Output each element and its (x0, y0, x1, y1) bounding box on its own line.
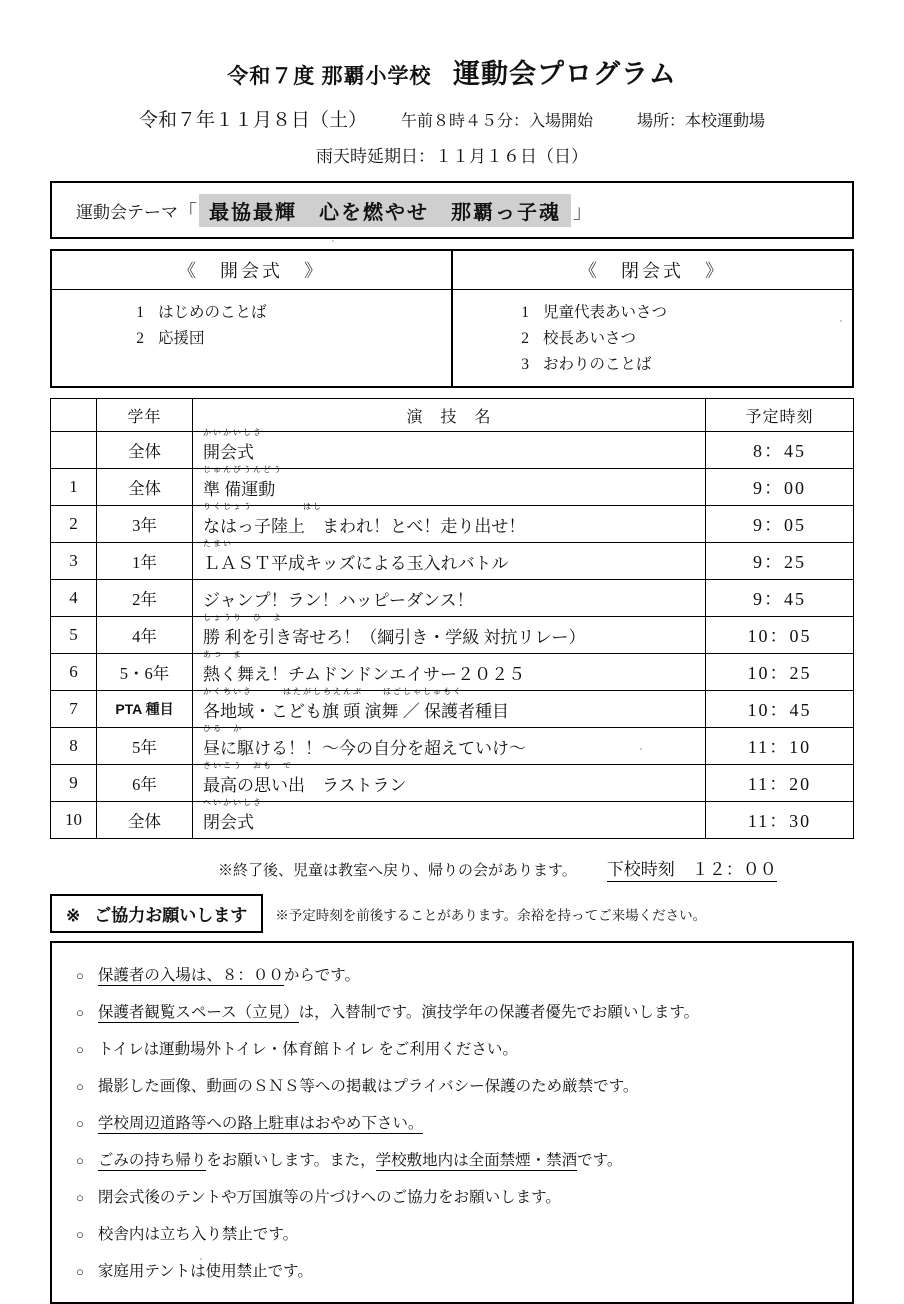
row-grade: 全体 (97, 432, 193, 469)
row-number: 2 (51, 506, 97, 543)
note-text-part: です。 (577, 1151, 623, 1169)
note-text-part: 撮影した画像、動画のＳＮＳ等への掲載はプライバシー保護のため厳禁です。 (97, 1077, 639, 1095)
row-event-label: 最高の思い出 ラストラン (203, 775, 407, 795)
row-time: 9：45 (706, 580, 854, 617)
row-number: 8 (51, 728, 97, 765)
row-event-label: 昼に駆ける！！～今の自分を超えていけ～ (203, 738, 526, 758)
opening-ceremony-header: 《 開会式 》 (51, 250, 452, 290)
row-event-ruby: かくちいき はたがしらえんぶ ほごしゃしゅもく (203, 686, 463, 696)
list-item (52, 1214, 852, 1251)
row-event (193, 538, 706, 580)
row-time: 10：45 (706, 691, 854, 728)
cooperation-note: ※予定時刻を前後することがあります。余裕を持ってご来場ください。 (275, 907, 707, 923)
row-event-label: 各地域・こども旗 頭 演舞 ／ 保護者種目 (203, 701, 509, 721)
item-label: 校長あいさつ (543, 330, 637, 347)
row-event-label: 準 備運動 (203, 479, 276, 499)
bullet-circle-icon: ○ (76, 1152, 84, 1168)
row-event (193, 649, 706, 691)
row-time: 9：05 (706, 506, 854, 543)
note-text (98, 1185, 561, 1207)
after-note-row (50, 855, 854, 882)
table-row (51, 765, 854, 802)
after-note: ※終了後、児童は教室へ戻り、帰りの会があります。 (218, 863, 577, 879)
row-time: 10：05 (706, 617, 854, 654)
table-row (51, 432, 854, 469)
row-time: 9：00 (706, 469, 854, 506)
row-number (51, 432, 97, 469)
row-event-ruby: へいかいしき (203, 797, 263, 807)
row-number: 10 (51, 802, 97, 839)
row-event-ruby: りくじょう はし (203, 501, 323, 511)
closing-ceremony-items (452, 290, 853, 388)
note-text-part: 保護者観覧スペース（立見） (97, 1003, 299, 1021)
bullet-circle-icon: ○ (76, 1078, 84, 1094)
row-time: 9：25 (706, 543, 854, 580)
list-item (110, 324, 451, 350)
notes-box (50, 941, 854, 1304)
note-text (98, 1037, 518, 1059)
table-row (51, 506, 854, 543)
row-event-ruby: しょうり ひ よ (203, 612, 283, 622)
row-event-ruby: かいかいしき (203, 427, 263, 437)
cooperation-label: ご協力お願いします (94, 906, 248, 925)
item-label: 児童代表あいさつ (543, 304, 668, 321)
event-time: 午前８時４５分：入場開始 (400, 113, 593, 130)
list-item (110, 298, 451, 324)
row-event (193, 723, 706, 765)
item-label: おわりのことば (543, 356, 652, 373)
event-subtitle (36, 105, 868, 132)
item-number: 1 (136, 304, 144, 321)
bullet-circle-icon: ○ (76, 1263, 84, 1279)
note-text (98, 1259, 313, 1281)
note-text (98, 963, 360, 985)
col-grade: 学年 (97, 399, 193, 432)
row-grade: 4年 (97, 617, 193, 654)
note-text-part: 校舎内は立ち入り禁止です。 (97, 1225, 299, 1243)
row-time: 11：20 (706, 765, 854, 802)
row-event (193, 797, 706, 839)
row-event (193, 760, 706, 802)
note-text-part: をお願いします。また， (206, 1151, 376, 1169)
row-grade: 全体 (97, 469, 193, 506)
table-row (51, 802, 854, 839)
row-event-ruby: たまい (203, 538, 233, 548)
note-text (98, 1111, 424, 1133)
row-grade: 2年 (97, 580, 193, 617)
note-text-part: 学校周辺道路等への路上駐車はおやめ下さい。 (97, 1114, 424, 1132)
note-text-part: 閉会式後のテントや万国旗等の片づけへのご協力をお願いします。 (97, 1188, 561, 1206)
title-school: 令和７度 那覇小学校 (227, 64, 432, 88)
ceremony-table (50, 249, 854, 388)
col-time: 予定時刻 (706, 399, 854, 432)
row-event-label: 熱く舞え！チムドンドンエイサー２０２５ (203, 664, 526, 684)
cooperation-row (50, 894, 854, 933)
row-grade: 6年 (97, 765, 193, 802)
table-row (51, 728, 854, 765)
note-text (98, 1074, 639, 1096)
note-text-part: は，入替制です。演技学年の保護者優先でお願いします。 (298, 1003, 700, 1021)
note-text (98, 1148, 623, 1170)
title-main: 運動会プログラム (453, 59, 677, 89)
item-number: 1 (521, 304, 529, 321)
list-item (495, 324, 852, 350)
row-number: 3 (51, 543, 97, 580)
table-row (51, 691, 854, 728)
note-text (98, 1222, 298, 1244)
list-item (52, 955, 852, 992)
list-item (52, 1029, 852, 1066)
row-event (193, 464, 706, 506)
row-event-label: ＬＡＳＴ平成キッズによる玉入れバトル (203, 553, 509, 573)
theme-box (50, 181, 854, 239)
list-item (52, 1177, 852, 1214)
note-text-part: トイレは運動場外トイレ・体育館トイレ をご利用ください。 (97, 1040, 518, 1058)
item-number: 2 (136, 330, 144, 347)
row-number: 7 (51, 691, 97, 728)
bullet-circle-icon: ○ (76, 1004, 84, 1020)
row-event (193, 501, 706, 543)
row-grade: PTA 種目 (97, 691, 193, 728)
table-row (51, 580, 854, 617)
col-event: 演 技 名 (193, 399, 706, 432)
event-place: 場所：本校運動場 (637, 113, 766, 130)
note-text-part: ごみの持ち帰り (97, 1151, 207, 1169)
row-event-label: ジャンプ！ラン！ハッピーダンス！ (203, 590, 474, 610)
item-label: はじめのことば (158, 304, 267, 321)
bullet-circle-icon: ○ (76, 1115, 84, 1131)
theme-bracket-close: 」 (573, 201, 593, 223)
row-time: 11：30 (706, 802, 854, 839)
list-item (495, 298, 852, 324)
list-item (52, 1066, 852, 1103)
list-item (495, 350, 852, 376)
row-event-ruby: あつ ま (203, 649, 243, 659)
row-grade: 5・6年 (97, 654, 193, 691)
row-event-label: 閉会式 (203, 812, 254, 832)
table-row (51, 617, 854, 654)
col-no (51, 399, 97, 432)
bullet-circle-icon: ○ (76, 1041, 84, 1057)
theme-text: 最協最輝 心を燃やせ 那覇っ子魂 (199, 194, 571, 227)
row-grade: 3年 (97, 506, 193, 543)
asterisk-icon: ※ (66, 906, 81, 925)
note-text-part: 家庭用テントは使用禁止です。 (97, 1262, 313, 1280)
list-item (52, 1140, 852, 1177)
note-text-part: からです。 (283, 966, 360, 984)
row-number: 6 (51, 654, 97, 691)
row-number: 1 (51, 469, 97, 506)
item-number: 3 (521, 356, 529, 373)
row-event (193, 427, 706, 469)
row-event (193, 686, 706, 728)
row-grade: 1年 (97, 543, 193, 580)
table-row (51, 469, 854, 506)
row-event-label: なはっ子陸上 まわれ！とべ！走り出せ！ (203, 516, 526, 536)
row-event-label: 勝 利を引き寄せろ！（綱引き・学級 対抗リレー） (203, 627, 586, 647)
bullet-circle-icon: ○ (76, 1189, 84, 1205)
row-number: 4 (51, 580, 97, 617)
event-date: 令和７年１１月８日（土） (138, 110, 367, 131)
opening-ceremony-items (51, 290, 452, 388)
row-event-ruby: さいこう おも で (203, 760, 293, 770)
row-number: 9 (51, 765, 97, 802)
closing-ceremony-header: 《 閉会式 》 (452, 250, 853, 290)
program-table (50, 398, 854, 839)
table-row (51, 654, 854, 691)
table-row (51, 543, 854, 580)
page-title (36, 0, 868, 91)
row-event-ruby: じゅんびうんどう (203, 464, 283, 474)
list-item (52, 1103, 852, 1140)
bullet-circle-icon: ○ (76, 1226, 84, 1242)
note-text-part: 学校敷地内は全面禁煙・禁酒 (375, 1151, 578, 1169)
row-grade: 5年 (97, 728, 193, 765)
theme-bracket-open: 「 (178, 201, 198, 223)
row-time: 11：10 (706, 728, 854, 765)
row-event-ruby: ひる か (203, 723, 243, 733)
item-label: 応援団 (158, 330, 205, 347)
row-time: 10：25 (706, 654, 854, 691)
row-time: 8：45 (706, 432, 854, 469)
note-text-part: 保護者の入場は、８：００ (97, 966, 284, 984)
item-number: 2 (521, 330, 529, 347)
dismissal-time: 下校時刻 １２：００ (607, 855, 777, 882)
row-event (193, 612, 706, 654)
row-number: 5 (51, 617, 97, 654)
theme-label: 運動会テーマ (76, 202, 178, 222)
bullet-circle-icon: ○ (76, 967, 84, 983)
note-text (98, 1000, 699, 1022)
rain-date: 雨天時延期日：１１月１６日（日） (316, 147, 588, 166)
row-grade: 全体 (97, 802, 193, 839)
cooperation-box (50, 894, 263, 933)
list-item (52, 1251, 852, 1288)
row-event (193, 580, 706, 617)
table-header-row (51, 399, 854, 432)
row-event-label: 開会式 (203, 442, 254, 462)
list-item (52, 992, 852, 1029)
